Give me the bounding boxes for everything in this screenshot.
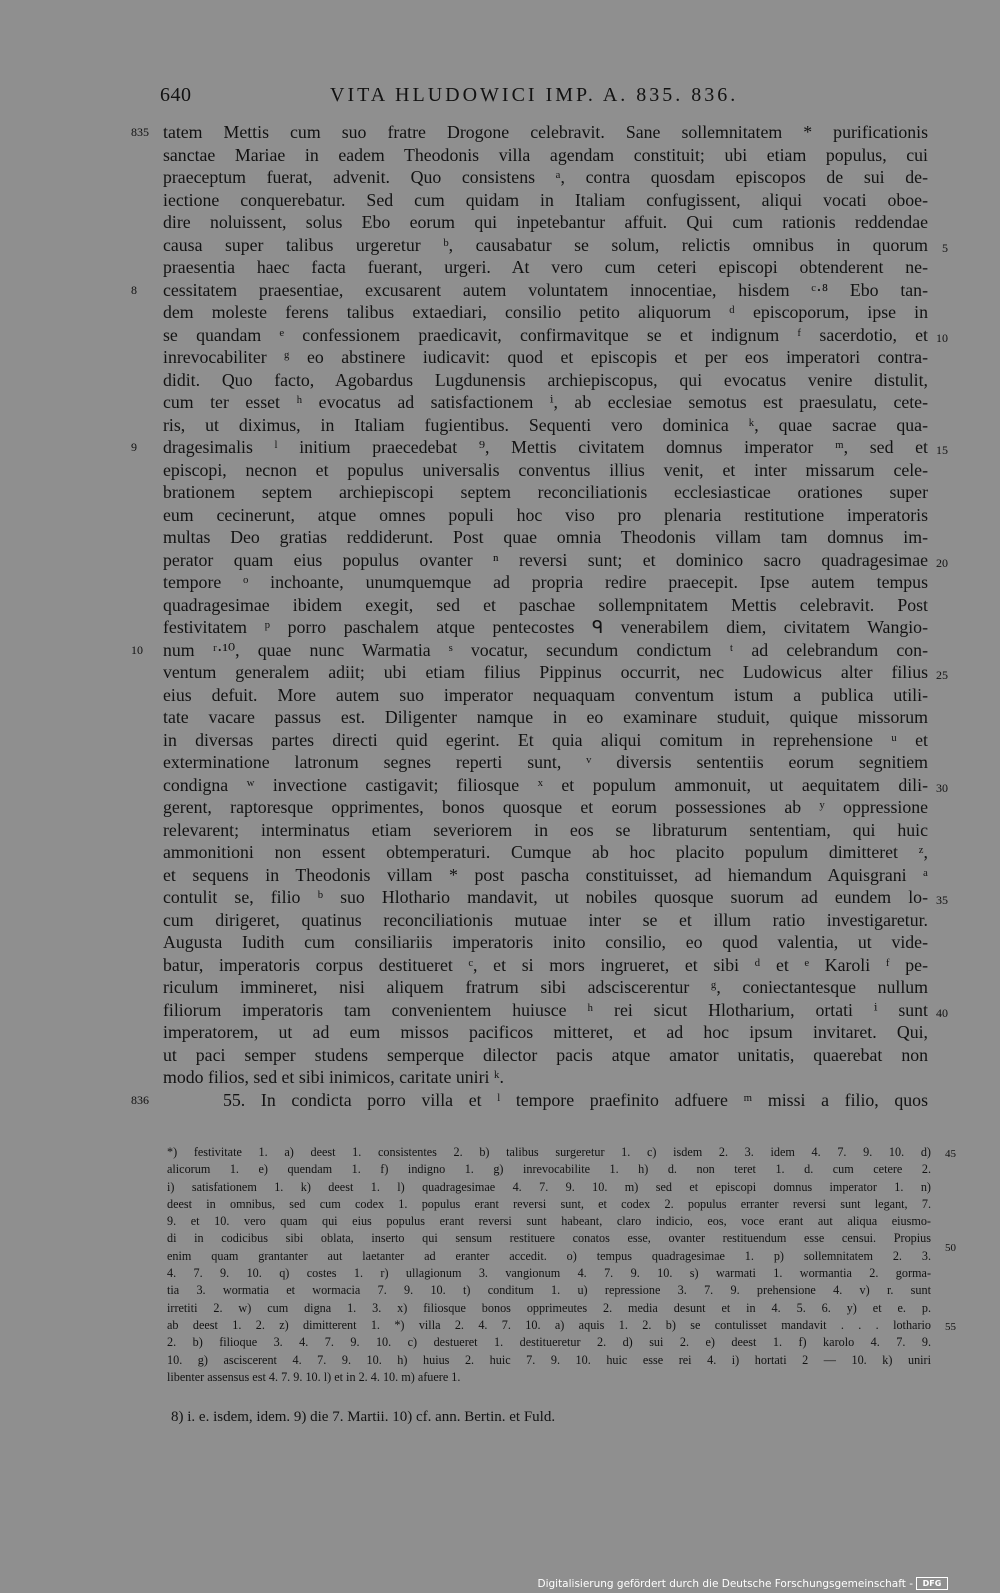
- apparatus-line: [167, 1282, 931, 1299]
- margin-year-number: 9: [131, 440, 137, 454]
- apparatus-line-text: ab deest 1. 2. z) dimitterent 1. *) villa 2. 4. 7. 10. a) aquis 1. 2. b) se contulisset mandavit . . . lothario: [167, 1317, 931, 1332]
- text-line-text: praeceptum fuerat, advenit. Quo consistens ᵃ, contra quosdam episcopos de sui de-: [163, 167, 928, 187]
- text-line: [131, 436, 948, 459]
- text-line: [131, 279, 928, 302]
- text-line: [163, 684, 928, 707]
- text-line-text: relevarent; interminatus etiam severiorem in eos se libraturum sententiam, qui huic: [163, 819, 928, 840]
- text-line-text: filiorum imperatoris tam convenientem huiusce ʰ rei sicut Hlotharium, ortati ⁱ sunt: [163, 999, 928, 1020]
- text-line-text: eum cecinerunt, atque omnes populi hoc viso pro plenaria restitutione imperatoris: [163, 504, 928, 525]
- text-line-text: in diversas partes directi quid egerint. Et quia aliqui comitum in reprehensione ᵘ et: [163, 729, 928, 750]
- margin-line-number: 30: [936, 780, 948, 795]
- apparatus-line: [167, 1144, 956, 1161]
- text-line: [163, 706, 928, 729]
- apparatus-line-text: 4. 7. 9. 10. q) costes 1. r) ullagionum 3. vangionum 4. 7. 9. 10. s) warmati 1. wormantia 2. gorma-: [167, 1266, 931, 1281]
- apparatus-line: [167, 1230, 956, 1255]
- text-line: [163, 324, 948, 347]
- text-line: [163, 526, 928, 549]
- apparatus-line-text: libenter assensus est 4. 7. 9. 10. l) et in 2. 4. 10. m) afuere 1.: [167, 1369, 461, 1384]
- running-head: [160, 84, 780, 112]
- apparatus-line: [167, 1196, 931, 1213]
- margin-line-number: 35: [936, 893, 948, 907]
- text-line-text: ventum generalem adiit; ubi etiam filius Pippinus occurrit, nec Ludowicus alter filius: [163, 662, 928, 682]
- text-line-text: praesentia haec facta fuerant, urgeri. At vero cum ceteri episcopi obtenderent ne-: [163, 257, 928, 277]
- text-line-text: ut paci semper studens semperque dilector pacis atque amator unitatis, quaerebat non: [163, 1044, 928, 1065]
- text-line: [163, 616, 928, 639]
- text-line-text: tatem Mettis cum suo fratre Drogone celebravit. Sane sollemnitatem * purificationis: [163, 122, 928, 142]
- text-line-text: tempore ᵒ inchoante, unumquemque ad propria redire praecepit. Ipse autem tempus: [163, 572, 928, 592]
- text-line: [163, 999, 948, 1022]
- text-line-text: brationem septem archiepiscopi septem reconciliationis ecclesiasticae orationes super: [163, 482, 928, 502]
- apparatus-line: [167, 1317, 956, 1334]
- text-line-text: tate vacare passus est. Diligenter namque in eo examinare studuit, quique missorum: [163, 707, 928, 727]
- text-line: [163, 1044, 928, 1067]
- text-line-text: festivitatem ᵖ porro paschalem atque pentecostes ᑫ venerabilem diem, civitatem Wangio-: [163, 617, 928, 637]
- text-line: [163, 256, 928, 279]
- text-line: [163, 864, 928, 887]
- text-line: [163, 189, 928, 212]
- text-line-text: episcopi, necnon et populus universalis conventus illius venit, et inter missarum cele-: [163, 459, 928, 480]
- text-line: [163, 211, 928, 234]
- text-line-text: multas Deo gratias reddiderunt. Post quae omnia Theodonis villam tam domnus im-: [163, 527, 928, 547]
- apparatus-line-text: deest in omnibus, sed cum codex 1. populus erant reversi sunt, et codex 2. populus erranter reversi sunt legant, 7.: [167, 1196, 931, 1211]
- text-line-text: dem moleste ferens talibus extaediari, consilio petito aliquorum ᵈ episcoporum, ipse in: [163, 302, 928, 322]
- text-line: [163, 1066, 928, 1089]
- margin-year-number: 836: [131, 1092, 149, 1107]
- critical-apparatus: [167, 1144, 956, 1386]
- text-line-text: didit. Quo facto, Agobardus Lugdunensis archiepiscopus, qui evocatus venire distulit,: [163, 369, 928, 390]
- text-line-text: contulit se, filio ᵇ suo Hlothario mandavit, ut nobiles quosque suorum ad eundem lo-: [163, 887, 928, 907]
- text-line-text: quadragesimae ibidem exegit, sed et paschae sollempnitatem Mettis celebravit. Post: [163, 594, 928, 615]
- text-line: [163, 774, 948, 797]
- apparatus-line: [167, 1213, 931, 1230]
- text-line: [163, 729, 928, 752]
- text-line-text: inrevocabiliter ᵍ eo abstinere iudicavit: quod et episcopis et per eos imperatori contra-: [163, 347, 928, 367]
- text-line: [163, 976, 928, 999]
- margin-year-number: 8: [131, 282, 137, 297]
- apparatus-line-text: enim quam grantanter aut laetanter ad eranter accedit. o) tempus quadragesimae 1. p) sollemnitatem 2. 3.: [167, 1248, 931, 1263]
- text-line: [163, 594, 928, 617]
- text-line: [131, 1089, 928, 1112]
- margin-year-number: 835: [131, 125, 149, 139]
- text-line: [163, 234, 948, 257]
- text-line: [131, 639, 928, 662]
- margin-line-number: 10: [936, 330, 948, 345]
- apparatus-line-text: tia 3. wormatia et wormacia 7. 9. 10. t) conditum 1. u) repressione 3. 7. 9. prehensione 4. v) r. sunt: [167, 1283, 931, 1298]
- text-line-text: cum dirigeret, quatinus reconciliationis mutuae inter se et illum ratio investigaretur.: [163, 909, 928, 930]
- apparatus-line-text: irretiti 2. w) cum digna 1. 3. x) filiosque bonos opprimeutes 2. media desunt et in 4. 5. 6. y) et e. p.: [167, 1300, 931, 1315]
- text-line-text: riculum immineret, nisi aliquem fratrum sibi adsciscerentur ᵍ, coniectantesque nullum: [163, 977, 928, 997]
- text-line: [163, 751, 928, 774]
- margin-line-number: 20: [936, 555, 948, 570]
- text-line-text: dire noluissent, solus Ebo eorum qui inpetebantur affuit. Qui cum rationis reddendae: [163, 212, 928, 232]
- page-number: 640: [160, 84, 192, 106]
- apparatus-line-text: 2. b) filioque 3. 4. 7. 9. 10. c) destueret 1. destitueretur 2. d) sui 2. e) deest 1. f) karolo 4. 7. 9.: [167, 1335, 931, 1350]
- main-text: [131, 121, 948, 1111]
- historical-notes: 8) i. e. isdem, idem. 9) die 7. Martii. 10) cf. ann. Bertin. et Fuld.: [171, 1409, 556, 1425]
- apparatus-line-text: 9. et 10. vero quam qui eius populus erant reversi sunt habeant, claro indicio, eos, voce erant aut aliqua eiusmo-: [167, 1214, 931, 1229]
- text-line: [163, 144, 928, 167]
- text-line-text: ris, ut diximus, in Italiam fugientibus. Sequenti vero dominica ᵏ, quae sacrae qua-: [163, 414, 928, 435]
- running-title: VITA HLUDOWICI IMP. A. 835. 836.: [330, 84, 739, 106]
- text-line: [163, 571, 928, 594]
- margin-line-number: 55: [945, 1320, 956, 1333]
- apparatus-line-text: alicorum 1. e) quendam 1. f) indigno 1. g) inrevocabilite 1. h) d. non teret 1. d. cum cetere 2.: [167, 1162, 931, 1177]
- text-line-text: et sequens in Theodonis villam * post pascha constituisset, ad hiemandum Aquisgrani ᵃ: [163, 864, 928, 885]
- text-line: [163, 841, 928, 864]
- apparatus-line: [167, 1265, 931, 1282]
- text-line-text: batur, imperatoris corpus destitueret ᶜ, et si mors ingrueret, et sibi ᵈ et ᵉ Karoli ᶠ pe-: [163, 954, 928, 975]
- margin-line-number: 40: [936, 1005, 948, 1020]
- margin-line-number: 5: [942, 240, 948, 255]
- apparatus-line-text: *) festivitate 1. a) deest 1. consistentes 2. b) talibus surgeretur 1. c) isdem 2. 3. idem 4. 7. 9. 10. d): [167, 1145, 931, 1159]
- text-line: [163, 504, 928, 527]
- text-line-text: gerent, raptoresque opprimentes, bonos quosque et eorum possessiones ab ʸ oppressione: [163, 797, 928, 817]
- text-line-text: modo filios, sed et sibi inimicos, caritate uniri ᵏ.: [163, 1067, 504, 1087]
- dfg-logo: DFG: [916, 1577, 948, 1590]
- text-line: [163, 414, 928, 437]
- margin-line-number: 15: [936, 443, 948, 457]
- text-line: [163, 886, 948, 909]
- apparatus-line: [167, 1248, 931, 1265]
- text-line-text: perator quam eius populus ovanter ⁿ reversi sunt; et dominico sacro quadragesimae: [163, 549, 928, 570]
- apparatus-line-text: di in codicibus sibi oblata, inserto qui sensum restituere conatos esse, ovanter restituendum esse censui. Propius: [167, 1231, 931, 1246]
- apparatus-line: [167, 1334, 931, 1351]
- text-line: [163, 909, 928, 932]
- text-line: [163, 931, 928, 954]
- margin-line-number: 25: [936, 668, 948, 682]
- apparatus-line-text: i) satisfationem 1. k) deest 1. l) quadragesimae 4. 7. 9. 10. m) sed et episcopi domnus imperator 1. n): [167, 1179, 931, 1194]
- text-line: [163, 459, 928, 482]
- apparatus-line-text: 10. g) asciscerent 4. 7. 9. 10. h) huius 2. huic 7. 9. 10. huic esse rei 4. i) hortati 2 — 10. k) uniri: [167, 1352, 931, 1367]
- text-line-text: dragesimalis ˡ initium praecedebat ⁹, Mettis civitatem domnus imperator ᵐ, sed et: [163, 437, 928, 457]
- margin-year-number: 10: [131, 642, 143, 657]
- text-line-text: imperatorem, ut ad eum missos pacificos mitteret, et ad hoc ipsum invitaret. Qui,: [163, 1022, 928, 1042]
- text-line-text: cessitatem praesentiae, excusarent autem voluntatem innocentiae, hisdem ᶜ·⁸ Ebo tan-: [163, 279, 928, 300]
- text-line: [163, 549, 948, 572]
- apparatus-line: [167, 1300, 931, 1317]
- text-line-text: sanctae Mariae in eadem Theodonis villa agendam constituit; ubi etiam populus, cui: [163, 144, 928, 165]
- text-line-text: ammonitioni non essent obtemperaturi. Cumque ab hoc placito populum dimitteret ᶻ,: [163, 842, 928, 862]
- text-line: [163, 346, 928, 369]
- apparatus-line: [167, 1369, 931, 1386]
- text-line: [131, 121, 928, 144]
- text-line: [163, 369, 928, 392]
- text-line-text: condigna ʷ invectione castigavit; filiosque ˣ et populum ammonuit, ut aequitatem dili-: [163, 774, 928, 795]
- text-line-text: cum ter esset ʰ evocatus ad satisfactionem ⁱ, ab ecclesiae semotus est praesulatu, cete-: [163, 392, 928, 412]
- margin-line-number: 45: [945, 1148, 956, 1160]
- text-line-text: eius defuit. More autem suo imperator nequaquam conventum istum a publica utili-: [163, 684, 928, 705]
- credit-text: Digitalisierung gefördert durch die Deutsche Forschungsgemeinschaft -: [537, 1577, 913, 1590]
- text-line: [163, 796, 928, 819]
- text-line: [163, 1021, 928, 1044]
- text-line-text: se quandam ᵉ confessionem praedicavit, confirmavitque se et indignum ᶠ sacerdotio, et: [163, 324, 928, 345]
- text-line-text: Augusta Iudith cum consiliariis imperatoris inito consilio, eo quod valentia, ut vide-: [163, 932, 928, 952]
- text-line: [163, 391, 928, 414]
- apparatus-line: [167, 1352, 931, 1369]
- text-line: [163, 954, 928, 977]
- text-line-text: iectione conquerebatur. Sed cum quidam in Italiam confugissent, aliqui vocati oboe-: [163, 189, 928, 210]
- text-line: [163, 819, 928, 842]
- text-line-text: exterminatione latronum segnes reperti sunt, ᵛ diversis sententiis eorum segnitiem: [163, 752, 928, 772]
- text-line: [163, 661, 948, 684]
- text-line: [163, 481, 928, 504]
- margin-line-number: 50: [945, 1242, 956, 1255]
- apparatus-line: [167, 1179, 931, 1196]
- text-line-text: 55. In condicta porro villa et ˡ tempore praefinito adfuere ᵐ missi a filio, quos: [223, 1089, 928, 1110]
- text-line: [163, 166, 928, 189]
- digitization-credit: [537, 1577, 948, 1590]
- text-line-text: causa super talibus urgeretur ᵇ, causabatur se solum, relictis omnibus in quorum: [163, 234, 928, 255]
- text-line-text: num ʳ·¹⁰, quae nunc Warmatia ˢ vocatur, secundum condictum ᵗ ad celebrandum con-: [163, 639, 928, 660]
- text-line: [163, 301, 928, 324]
- apparatus-line: [167, 1161, 931, 1178]
